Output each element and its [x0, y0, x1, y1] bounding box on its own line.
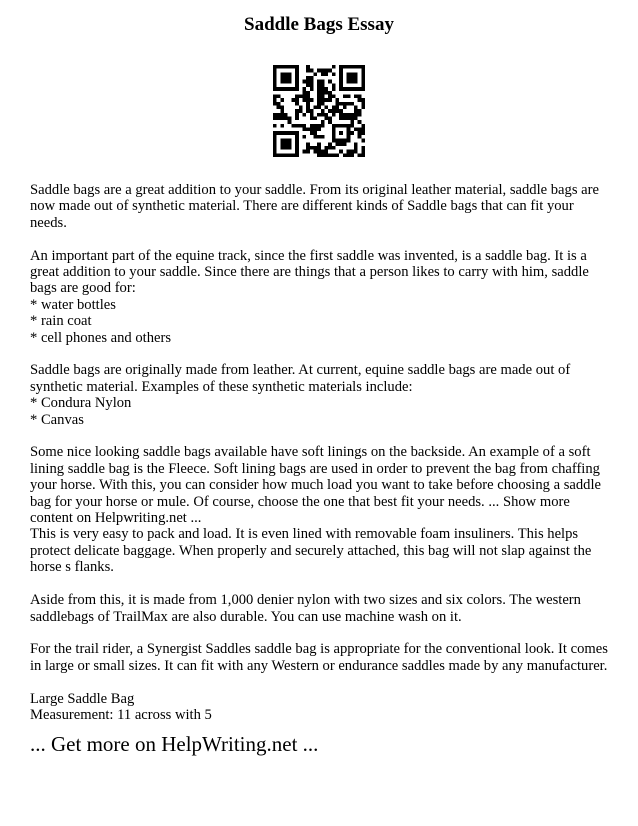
paragraph: An important part of the equine track, since the first saddle was invented, is a saddle bag. It is a great addition to your saddle. Since there are things that a person likes to carry with him, saddle bags are good for: * water bottles * rain coat * cell phones and others [30, 247, 589, 346]
paragraph: Some nice looking saddle bags available have soft linings on the backside. An example of a soft lining saddle bag is the Fleece. Soft lining bags are used in order to prevent the bag from chaffing your horse. With this, you can consider how much load you want to take before choosing a saddle bag for your horse or mule. Of course, choose the one that best fit your needs. ... Show more content on Helpwriting.net ... This is very easy to pack and load. It is even lined with removable foam insuliners. This helps protect delicate baggage. When properly and securely attached, this bag will not slap against the horse s flanks. [30, 444, 602, 576]
document-title: Saddle Bags Essay [244, 14, 394, 35]
paragraph: Large Saddle Bag Measurement: 11 across with 5 [30, 690, 212, 723]
paragraph: Aside from this, it is made from 1,000 denier nylon with two sizes and six colors. The western saddlebags of TrailMax are also durable. You can use machine wash on it. [30, 592, 581, 625]
paragraph: For the trail rider, a Synergist Saddles saddle bag is appropriate for the conventional look. It comes in large or small sizes. It can fit with any Western or endurance saddles made by any manufacturer. [30, 641, 608, 674]
qr-code-icon [273, 65, 365, 157]
paragraph: Saddle bags are originally made from leather. At current, equine saddle bags are made out of synthetic material. Examples of these synthetic materials include: * Condura Nylon * Canvas [30, 362, 571, 428]
paragraph: Saddle bags are a great addition to your saddle. From its original leather material, saddle bags are now made out of synthetic material. There are different kinds of Saddle bags that can fit your needs. [30, 182, 599, 231]
document-body [30, 182, 610, 740]
get-more-link[interactable]: ... Get more on HelpWriting.net ... [30, 732, 319, 756]
